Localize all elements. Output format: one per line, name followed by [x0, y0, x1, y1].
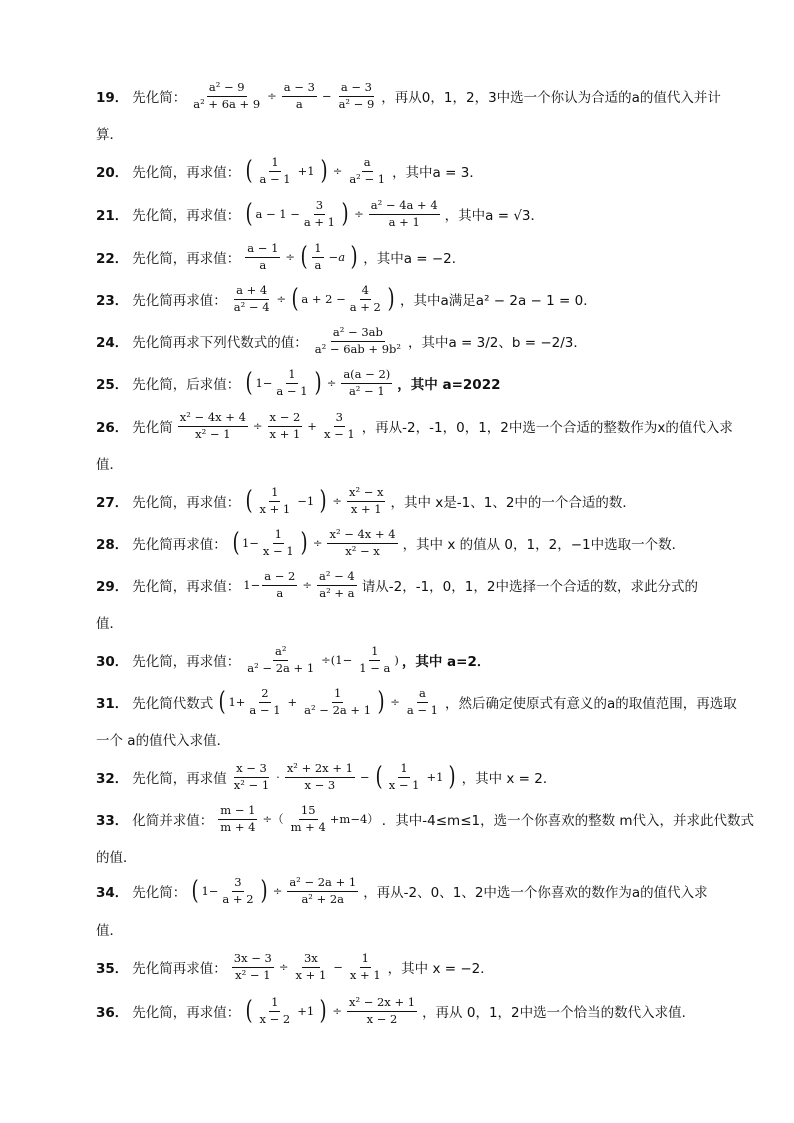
formula: $\frac{\text{a²}}{\text{a² − 2a + 1}}$ ÷(1− $\frac{1}{1 - a}$ ) [247, 644, 399, 675]
problem-33: 33． 化简并求值： $\frac{m - 1}{m + 4}$ ÷（ $\frac{15}{m + 4}$ +m−4） ．其中-4≤m≤1，选一个你喜欢的整数 m代入，并求此代数式 [96, 803, 755, 834]
problem-31: 31． 先化简代数式 ( 1+ $\frac{2}{a - 1}$ + $\frac{1}{\text{a² − 2a + 1}}$ ) ÷ $\frac{a}{a - 1}$ ，然后确定使原式有意义的a的取值范围，再选取 [96, 686, 737, 717]
formula: $\frac{a + 4}{\text{a² − 4}}$ ÷ ( a + 2 − $\frac{4}{a + 2}$ ) [233, 283, 395, 314]
problem-30: 30． 先化简，再求值： $\frac{\text{a²}}{\text{a² − 2a + 1}}$ ÷(1− $\frac{1}{1 - a}$ ) ，其中 a=2． [96, 644, 491, 675]
fraction: $\frac{a - 3}{\text{a² − 9}}$ [338, 80, 375, 111]
formula: ( $\frac{1}{x - 2}$ +1 ) ÷ $\frac{\text{x² − 2x + 1}}{x - 2}$ [245, 995, 416, 1026]
problem-33-continuation: 的值． [96, 850, 137, 866]
fraction: $\frac{a - 3}{a}$ [283, 80, 315, 111]
problem-prompt: 先化简： [132, 90, 187, 106]
formula: ( 1+ $\frac{2}{a - 1}$ + $\frac{1}{\text{a² − 2a + 1}}$ ) ÷ $\frac{a}{a - 1}$ [218, 686, 438, 717]
problem-20: 20． 先化简，再求值： ( $\frac{1}{a - 1}$ +1 ) ÷ $\frac{a}{\text{a² − 1}}$ ，其中a = 3． [96, 155, 483, 186]
formula: ( $\frac{1}{a - 1}$ +1 ) ÷ $\frac{a}{\text{a² − 1}}$ [245, 155, 386, 186]
fraction: $\frac{\text{a² − 9}}{\text{a² + 6a + 9}}$ [193, 80, 261, 111]
problem-21: 21． 先化简，再求值： ( a − 1 − $\frac{3}{a + 1}$ ) ÷ $\frac{\text{a² − 4a + 4}}{a + 1}$ ，其中a = √3． [96, 198, 545, 229]
problem-26-continuation: 值． [96, 457, 123, 473]
problem-26: 26． 先化简 $\frac{\text{x² − 4x + 4}}{\text{x² − 1}}$ ÷ $\frac{x - 2}{x + 1}$ + $\frac{3}{x - 1}$ ，再从-2，-1，0，1，2中选一个合适的整数作为x的值代入求 [96, 410, 733, 441]
formula: $\frac{\text{a² − 9}}{\text{a² + 6a + 9}}$ ÷ $\frac{a - 3}{a}$ − $\frac{a - 3}{\text{a² − 9}}$ [193, 80, 375, 111]
problem-34: 34． 先化简： ( 1− $\frac{3}{a + 2}$ ) ÷ $\frac{\text{a² − 2a + 1}}{\text{a² + 2a}}$ ，再从-2、0、1、2中选一个你喜欢的数作为a的值代入求 [96, 875, 708, 906]
problem-22: 22． 先化简，再求值： $\frac{a - 1}{a}$ ÷ ( $\frac{1}{a}$ −a ) ，其中a = −2． [96, 241, 466, 272]
formula: 1− $\frac{a - 2}{a}$ ÷ $\frac{\text{a² − 4}}{\text{a² + a}}$ [243, 569, 355, 600]
problem-27: 27． 先化简，再求值： ( $\frac{1}{x + 1}$ −1 ) ÷ $\frac{\text{x² − x}}{x + 1}$ ，其中 x是-1、1、2中的一个合适的数． [96, 485, 636, 516]
formula: $\frac{3x - 3}{\text{x² − 1}}$ ÷ $\frac{3x}{x + 1}$ − $\frac{1}{x + 1}$ [233, 951, 381, 982]
problem-number: 19． [96, 90, 129, 106]
problem-29: 29． 先化简，再求值： 1− $\frac{a - 2}{a}$ ÷ $\frac{\text{a² − 4}}{\text{a² + a}}$ 请从-2，-1，0，1，2中选择一个合适的数，求此分式的 [96, 569, 698, 600]
formula: ( 1− $\frac{1}{a - 1}$ ) ÷ $\frac{a(a - 2)}{\text{a² − 1}}$ [245, 367, 391, 398]
problem-23: 23． 先化简再求值： $\frac{a + 4}{\text{a² − 4}}$ ÷ ( a + 2 − $\frac{4}{a + 2}$ ) ，其中a满足a² − 2a − 1 = 0． [96, 283, 597, 314]
formula: ( a − 1 − $\frac{3}{a + 1}$ ) ÷ $\frac{\text{a² − 4a + 4}}{a + 1}$ [245, 198, 438, 229]
formula: ( 1− $\frac{3}{a + 2}$ ) ÷ $\frac{\text{a² − 2a + 1}}{\text{a² + 2a}}$ [191, 875, 357, 906]
problem-19 [96, 79, 721, 113]
problem-35: 35． 先化简再求值： $\frac{3x - 3}{\text{x² − 1}}$ ÷ $\frac{3x}{x + 1}$ − $\frac{1}{x + 1}$ ，其中 x = −2． [96, 951, 494, 982]
problem-condition: ，再从0，1，2，3中选一个你认为合适的a的值代入并计 [381, 90, 721, 106]
problem-31-continuation: 一个 a的值代入求值． [96, 733, 231, 749]
problem-24: 24． 先化简再求下列代数式的值： $\frac{\text{a² − 3ab}}{\text{a² − 6ab + 9b²}}$ ，其中a = 3/2、b = −2/3． [96, 325, 587, 356]
problem-19-continuation: 算． [96, 127, 123, 143]
formula: $\frac{a - 1}{a}$ ÷ ( $\frac{1}{a}$ −a ) [247, 241, 358, 272]
formula: ( 1− $\frac{1}{x - 1}$ ) ÷ $\frac{\text{x² − 4x + 4}}{\text{x² − x}}$ [232, 527, 396, 558]
formula: $\frac{\text{x² − 4x + 4}}{\text{x² − 1}}$ ÷ $\frac{x - 2}{x + 1}$ + $\frac{3}{x - 1}$ [179, 410, 355, 441]
problem-29-continuation: 值． [96, 616, 123, 632]
formula: ( $\frac{1}{x + 1}$ −1 ) ÷ $\frac{\text{x² − x}}{x + 1}$ [245, 485, 384, 516]
formula: $\frac{m - 1}{m + 4}$ ÷（ $\frac{15}{m + 4}$ +m−4） [220, 803, 379, 834]
problem-32: 32． 先化简，再求值 $\frac{x - 3}{\text{x² − 1}}$ · $\frac{\text{x² + 2x + 1}}{x - 3}$ − ( $\frac{1}{x - 1}$ +1 ) ，其中 x = 2． [96, 761, 557, 792]
problem-34-continuation: 值． [96, 923, 123, 939]
formula: $\frac{x - 3}{\text{x² − 1}}$ · $\frac{\text{x² + 2x + 1}}{x - 3}$ − ( $\frac{1}{x - 1}$ +1 ) [233, 761, 457, 792]
formula: $\frac{\text{a² − 3ab}}{\text{a² − 6ab + 9b²}}$ [314, 325, 401, 356]
problem-25: 25． 先化简，后求值： ( 1− $\frac{1}{a - 1}$ ) ÷ $\frac{a(a - 2)}{\text{a² − 1}}$ ，其中 a=2022 [96, 367, 501, 398]
problem-28: 28． 先化简再求值： ( 1− $\frac{1}{x - 1}$ ) ÷ $\frac{\text{x² − 4x + 4}}{\text{x² − x}}$ ，其中 x 的值从 0，1，2，−1中选取一个数． [96, 527, 686, 558]
problem-36: 36． 先化简，再求值： ( $\frac{1}{x - 2}$ +1 ) ÷ $\frac{\text{x² − 2x + 1}}{x - 2}$ ，再从 0，1，2中选一个恰当的数代入求值． [96, 995, 696, 1026]
